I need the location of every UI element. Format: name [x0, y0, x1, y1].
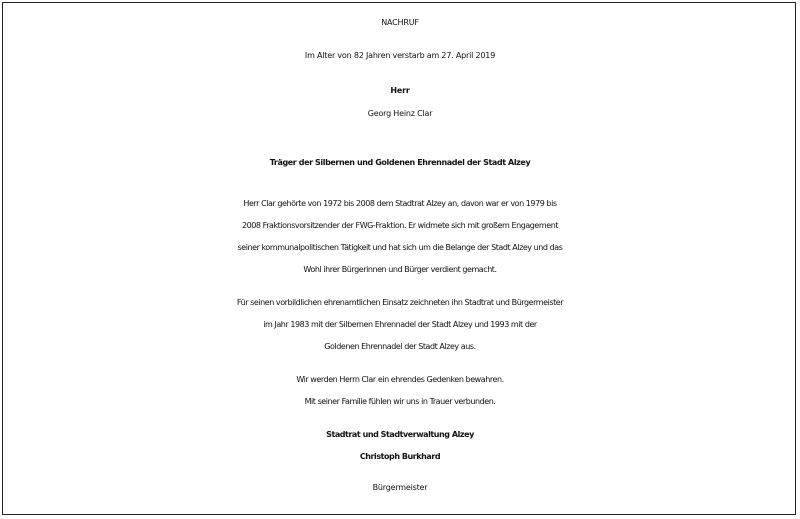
paragraph1-line: Herr Clar gehörte von 1972 bis 2008 dem Stadtrat Alzey an, davon war er von 1979 bis: [243, 199, 557, 208]
honor-line: Träger der Silbernen und Goldenen Ehrennadel der Stadt Alzey: [269, 158, 531, 167]
paragraph2-line: Für seinen vorbildlichen ehrenamtlichen Einsatz zeichneten ihn Stadtrat und Bürgermeister: [236, 298, 564, 307]
paragraph1-line: Wohl ihrer Bürgerinnen und Bürger verdient gemacht.: [303, 265, 497, 274]
paragraph2-line: Goldenen Ehrennadel der Stadt Alzey aus.: [324, 342, 476, 351]
paragraph2-line: im Jahr 1983 mit der Silbernen Ehrennadel der Stadt Alzey und 1993 mit der: [263, 320, 537, 329]
paragraph1-line: 2008 Fraktionsvorsitzender der FWG-Fraktion. Er widmete sich mit großem Engagement: [241, 221, 559, 230]
paragraph1-line: seiner kommunalpolitischen Tätigkeit und hat sich um die Belange der Stadt Alzey und das: [237, 243, 563, 252]
salutation: Herr: [390, 86, 410, 95]
signature-organization: Stadtrat und Stadtverwaltung Alzey: [326, 430, 474, 439]
deceased-name: Georg Heinz Clar: [367, 109, 433, 118]
paragraph3-line: Mit seiner Familie fühlen wir uns in Trauer verbunden.: [304, 397, 496, 406]
paragraph3-line: Wir werden Herrn Clar ein ehrendes Gedenken bewahren.: [296, 375, 504, 384]
obituary-heading: NACHRUF: [381, 18, 419, 27]
age-death-line: Im Alter von 82 Jahren verstarb am 27. April 2019: [304, 51, 496, 60]
signature-person: Christoph Burkhard: [359, 452, 441, 461]
signature-title: Bürgermeister: [372, 483, 428, 492]
